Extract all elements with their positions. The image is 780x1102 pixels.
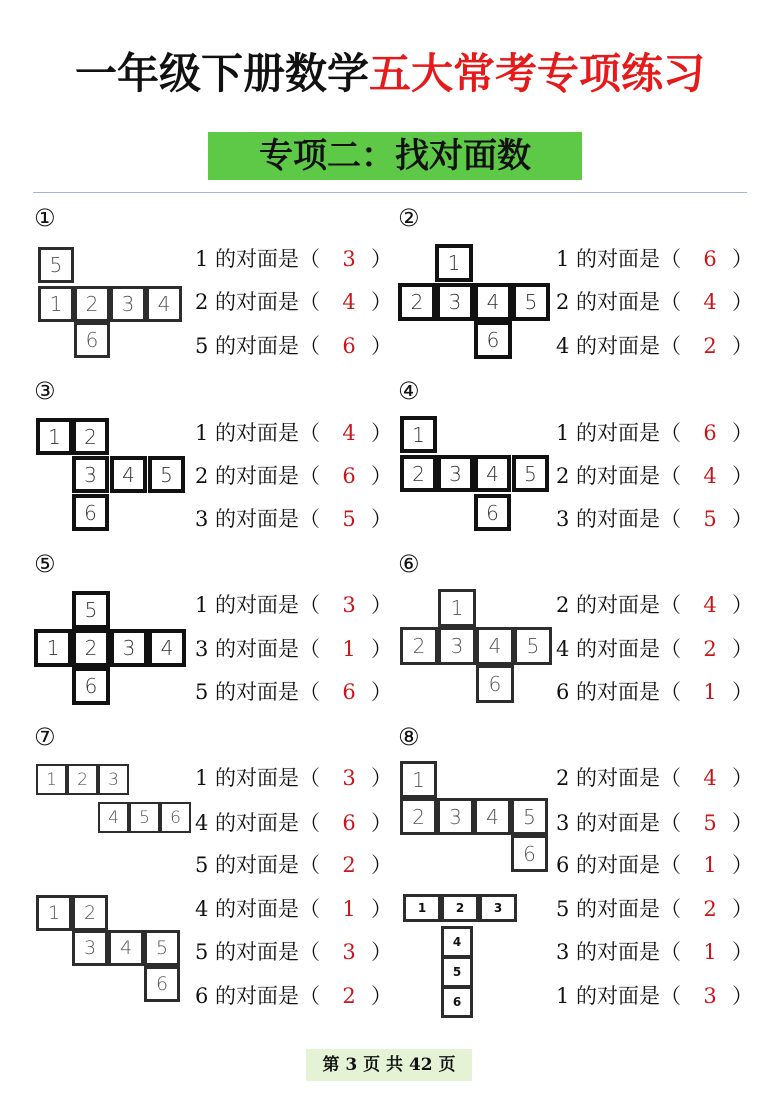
question-label: 4 的对面是（ xyxy=(556,637,682,661)
title-part-black: 一年级下册数学 xyxy=(74,49,369,98)
close-paren: ） xyxy=(371,593,392,617)
question-label: 5 的对面是（ xyxy=(195,853,321,877)
close-paren: ） xyxy=(371,637,392,661)
net-square: 5 xyxy=(129,802,160,833)
answer-value: 2 xyxy=(703,334,717,358)
net-square: 3 xyxy=(438,627,476,665)
net-square: 2 xyxy=(72,418,109,455)
net-square: 5 xyxy=(72,591,110,629)
answer-value: 5 xyxy=(703,811,717,835)
question-label: 1 的对面是（ xyxy=(556,247,682,271)
answer-value: 3 xyxy=(342,593,356,617)
answer-value: 6 xyxy=(342,811,356,835)
net-square: 1 xyxy=(400,761,437,798)
answer-value: 5 xyxy=(703,507,717,531)
question-label: 6 的对面是（ xyxy=(556,853,682,877)
net-square: 1 xyxy=(435,244,473,282)
question-label: 1 的对面是（ xyxy=(195,247,321,271)
answer-value: 1 xyxy=(703,940,717,964)
answer-value: 3 xyxy=(703,984,717,1008)
question-label: 2 的对面是（ xyxy=(556,593,682,617)
problem-marker: ⑤ xyxy=(34,550,56,578)
question-label: 1 的对面是（ xyxy=(556,421,682,445)
question-row xyxy=(195,592,392,618)
net-square: 6 xyxy=(72,494,109,531)
question-label: 1 的对面是（ xyxy=(195,766,321,790)
close-paren: ） xyxy=(371,984,392,1008)
title-part-red: 五大常考专项练习 xyxy=(369,49,706,98)
net-square: 4 xyxy=(474,455,511,492)
question-row xyxy=(195,852,392,878)
net-square: 2 xyxy=(67,764,98,795)
net-square: 5 xyxy=(441,956,473,988)
question-row xyxy=(195,939,392,965)
net-square: 5 xyxy=(514,627,552,665)
net-square: 5 xyxy=(511,798,548,835)
question-row xyxy=(195,983,392,1009)
net-square: 4 xyxy=(98,802,129,833)
net-square: 2 xyxy=(400,455,437,492)
question-row xyxy=(195,765,392,791)
answer-value: 1 xyxy=(703,853,717,877)
net-square: 2 xyxy=(74,286,110,322)
net-square: 2 xyxy=(400,627,438,665)
answer-value: 6 xyxy=(703,247,717,271)
question-row xyxy=(195,246,392,272)
close-paren: ） xyxy=(732,984,753,1008)
answer-value: 2 xyxy=(703,897,717,921)
net-square: 6 xyxy=(476,665,514,703)
close-paren: ） xyxy=(371,464,392,488)
close-paren: ） xyxy=(732,637,753,661)
question-label: 2 的对面是（ xyxy=(556,464,682,488)
close-paren: ） xyxy=(732,507,753,531)
answer-value: 3 xyxy=(342,940,356,964)
net-square: 6 xyxy=(474,321,512,359)
answer-value: 3 xyxy=(342,766,356,790)
net-square: 6 xyxy=(160,802,191,833)
question-row xyxy=(556,852,753,878)
question-label: 2 的对面是（ xyxy=(195,464,321,488)
net-square: 3 xyxy=(72,930,108,966)
net-square: 3 xyxy=(110,286,146,322)
page-footer: 第 3 页 共 42 页 xyxy=(306,1049,472,1081)
net-square: 1 xyxy=(38,286,74,322)
answer-value: 4 xyxy=(703,593,717,617)
question-row xyxy=(556,679,753,705)
close-paren: ） xyxy=(371,853,392,877)
net-square: 4 xyxy=(474,798,511,835)
close-paren: ） xyxy=(371,507,392,531)
net-square: 4 xyxy=(474,283,512,321)
answer-value: 2 xyxy=(703,637,717,661)
net-square: 5 xyxy=(38,247,74,283)
answer-value: 6 xyxy=(703,421,717,445)
question-row xyxy=(556,506,753,532)
net-square: 6 xyxy=(144,966,180,1002)
answer-value: 4 xyxy=(703,766,717,790)
question-label: 3 的对面是（ xyxy=(195,637,321,661)
net-square: 6 xyxy=(511,835,548,872)
close-paren: ） xyxy=(732,940,753,964)
close-paren: ） xyxy=(732,334,753,358)
answer-value: 4 xyxy=(342,290,356,314)
net-square: 2 xyxy=(441,894,479,922)
question-label: 5 的对面是（ xyxy=(556,897,682,921)
net-square: 5 xyxy=(144,930,180,966)
net-square: 6 xyxy=(441,986,473,1018)
question-row xyxy=(556,289,753,315)
question-label: 1 的对面是（ xyxy=(556,984,682,1008)
answer-value: 2 xyxy=(342,853,356,877)
net-square: 3 xyxy=(98,764,129,795)
question-label: 3 的对面是（ xyxy=(556,811,682,835)
problem-marker: ⑥ xyxy=(398,550,420,578)
answer-value: 1 xyxy=(342,897,356,921)
question-row xyxy=(195,506,392,532)
answer-value: 6 xyxy=(342,464,356,488)
net-square: 6 xyxy=(72,667,110,705)
answer-value: 5 xyxy=(342,507,356,531)
answer-value: 6 xyxy=(342,680,356,704)
answer-value: 4 xyxy=(703,464,717,488)
net-square: 1 xyxy=(36,418,73,455)
answer-value: 3 xyxy=(342,247,356,271)
close-paren: ） xyxy=(371,680,392,704)
question-row xyxy=(556,983,753,1009)
question-label: 5 的对面是（ xyxy=(195,940,321,964)
question-row xyxy=(195,289,392,315)
question-row xyxy=(556,592,753,618)
answer-value: 4 xyxy=(703,290,717,314)
question-row xyxy=(195,896,392,922)
net-square: 3 xyxy=(436,283,474,321)
close-paren: ） xyxy=(732,464,753,488)
close-paren: ） xyxy=(732,897,753,921)
section-banner: 专项二：找对面数 xyxy=(208,132,582,180)
question-row xyxy=(195,810,392,836)
question-label: 4 的对面是（ xyxy=(195,811,321,835)
problem-marker: ⑧ xyxy=(398,723,420,751)
question-row xyxy=(195,420,392,446)
answer-value: 1 xyxy=(703,680,717,704)
close-paren: ） xyxy=(732,853,753,877)
answer-value: 4 xyxy=(342,421,356,445)
question-row xyxy=(556,246,753,272)
close-paren: ） xyxy=(371,421,392,445)
question-label: 5 的对面是（ xyxy=(195,334,321,358)
problem-marker: ⑦ xyxy=(34,723,56,751)
question-label: 6 的对面是（ xyxy=(195,984,321,1008)
net-square: 5 xyxy=(148,456,185,493)
net-square: 4 xyxy=(110,456,147,493)
question-row xyxy=(556,636,753,662)
answer-value: 6 xyxy=(342,334,356,358)
question-label: 2 的对面是（ xyxy=(556,290,682,314)
close-paren: ） xyxy=(371,940,392,964)
question-label: 5 的对面是（ xyxy=(195,680,321,704)
net-square: 3 xyxy=(437,798,474,835)
question-row xyxy=(556,896,753,922)
net-square: 4 xyxy=(146,286,182,322)
question-row xyxy=(556,420,753,446)
net-square: 6 xyxy=(74,322,110,358)
net-square: 1 xyxy=(400,416,437,453)
net-square: 4 xyxy=(148,629,186,667)
close-paren: ） xyxy=(732,247,753,271)
question-label: 3 的对面是（ xyxy=(556,940,682,964)
problem-marker: ④ xyxy=(398,377,420,405)
net-square: 2 xyxy=(72,629,110,667)
close-paren: ） xyxy=(371,766,392,790)
net-square: 1 xyxy=(34,629,72,667)
page-title xyxy=(0,44,780,104)
net-square: 1 xyxy=(36,895,72,931)
question-label: 4 的对面是（ xyxy=(195,897,321,921)
question-label: 3 的对面是（ xyxy=(556,507,682,531)
close-paren: ） xyxy=(732,421,753,445)
close-paren: ） xyxy=(371,290,392,314)
net-square: 5 xyxy=(512,455,549,492)
net-square: 3 xyxy=(437,455,474,492)
question-row xyxy=(195,463,392,489)
question-label: 3 的对面是（ xyxy=(195,507,321,531)
close-paren: ） xyxy=(732,766,753,790)
net-square: 2 xyxy=(72,895,108,931)
close-paren: ） xyxy=(732,593,753,617)
net-square: 4 xyxy=(108,930,144,966)
question-row xyxy=(556,810,753,836)
net-square: 3 xyxy=(72,456,109,493)
divider-line xyxy=(33,192,747,193)
net-square: 3 xyxy=(110,629,148,667)
question-label: 1 的对面是（ xyxy=(195,593,321,617)
question-row xyxy=(556,765,753,791)
question-row xyxy=(195,636,392,662)
question-label: 4 的对面是（ xyxy=(556,334,682,358)
problem-marker: ① xyxy=(34,204,56,232)
net-square: 4 xyxy=(441,926,473,958)
net-square: 5 xyxy=(512,283,550,321)
question-row xyxy=(195,333,392,359)
question-row xyxy=(556,333,753,359)
problem-marker: ③ xyxy=(34,377,56,405)
net-square: 1 xyxy=(36,764,67,795)
net-square: 4 xyxy=(476,627,514,665)
close-paren: ） xyxy=(732,811,753,835)
net-square: 1 xyxy=(438,589,476,627)
net-square: 6 xyxy=(474,494,511,531)
net-square: 3 xyxy=(479,894,517,922)
problem-marker: ② xyxy=(398,204,420,232)
close-paren: ） xyxy=(371,811,392,835)
net-square: 2 xyxy=(400,798,437,835)
net-square: 2 xyxy=(398,283,436,321)
answer-value: 1 xyxy=(342,637,356,661)
question-label: 1 的对面是（ xyxy=(195,421,321,445)
net-square: 1 xyxy=(403,894,441,922)
question-label: 2 的对面是（ xyxy=(195,290,321,314)
close-paren: ） xyxy=(371,334,392,358)
question-row xyxy=(556,463,753,489)
question-row xyxy=(195,679,392,705)
question-label: 2 的对面是（ xyxy=(556,766,682,790)
answer-value: 2 xyxy=(342,984,356,1008)
close-paren: ） xyxy=(371,247,392,271)
close-paren: ） xyxy=(732,290,753,314)
question-label: 6 的对面是（ xyxy=(556,680,682,704)
close-paren: ） xyxy=(371,897,392,921)
question-row xyxy=(556,939,753,965)
close-paren: ） xyxy=(732,680,753,704)
